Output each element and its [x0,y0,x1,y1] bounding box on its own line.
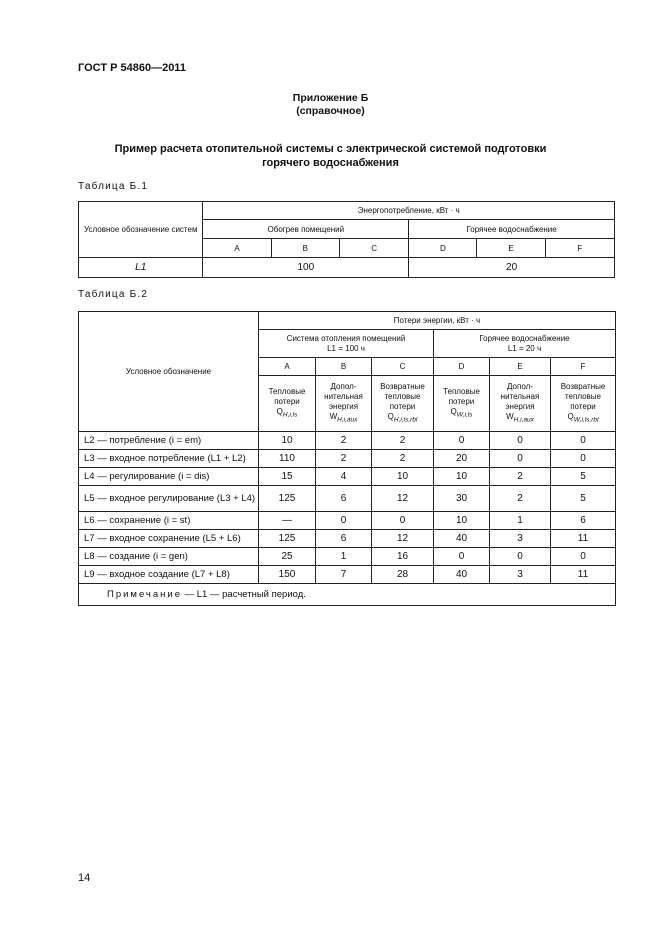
t2-cell-d: 10 [434,512,490,530]
t2-heating-system-period: L1 = 100 ч [327,343,365,353]
t1-system-header: Условное обозначение систем [79,202,203,258]
annex-heading [0,92,661,118]
t2-cell-e: 1 [490,512,551,530]
t2-cell-f: 0 [551,548,616,566]
t1-energy-header: Энергопотребление, кВт · ч [203,202,615,220]
t2-col-desc-e-line1: Допол- [507,381,533,391]
t2-cell-b: 2 [316,432,372,450]
t2-cell-d: 40 [434,566,490,584]
document-header: ГОСТ Р 54860—2011 [78,62,186,74]
t2-cell-e: 2 [490,468,551,486]
table-row [79,566,616,584]
t2-cell-c: 0 [372,512,434,530]
t2-row-label: L7 — входное сохранение (L5 + L6) [79,530,259,548]
t2-symbol-subscript: H,i,ls [282,411,298,419]
t2-col-desc-b [316,376,372,432]
t2-col-desc-f [551,376,616,432]
t2-hotwater-title: Горячее водоснабжение [479,333,570,343]
t2-cell-b: 2 [316,450,372,468]
t2-col-desc-f-line1: Возвратные [560,381,606,391]
t2-cell-a: 110 [259,450,316,468]
t2-cell-c: 12 [372,486,434,512]
t2-cell-f: 0 [551,450,616,468]
t2-cell-a: 25 [259,548,316,566]
t2-col-a: A [259,358,316,376]
t2-row-label: L5 — входное регулирование (L3 + L4) [79,486,259,512]
t2-symbol-letter: Q [276,406,283,416]
t2-row-label: L3 — входное потребление (L1 + L2) [79,450,259,468]
t2-col-desc-e-line2: нительная [500,391,540,401]
t2-cell-b: 4 [316,468,372,486]
t2-cell-d: 0 [434,548,490,566]
t2-cell-c: 28 [372,566,434,584]
t2-cell-d: 10 [434,468,490,486]
t2-symbol-letter: Q [450,406,457,416]
t2-hotwater-header [434,330,616,358]
t2-cell-a: 125 [259,486,316,512]
t2-cell-f: 11 [551,530,616,548]
t2-cell-c: 2 [372,450,434,468]
t2-note-text: — L1 — расчетный период. [182,588,306,600]
t2-cell-b: 7 [316,566,372,584]
t2-col-e: E [490,358,551,376]
document-title [0,142,661,170]
t2-losses-header: Потери энергии, кВт · ч [259,312,616,330]
title-line-2: горячего водоснабжения [262,157,399,169]
t2-col-desc-b-line3: энергия [328,401,359,411]
table-row [79,530,616,548]
t2-col-c: C [372,358,434,376]
t2-cell-e: 0 [490,450,551,468]
t2-symbol-letter: Q [387,411,394,421]
t2-col-symbol-c [374,412,431,426]
t2-cell-d: 20 [434,450,490,468]
t2-cell-d: 0 [434,432,490,450]
t2-hotwater-period: L1 = 20 ч [507,343,542,353]
t1-hotwater-value: 20 [409,258,615,278]
t2-symbol-subscript: W,i,ls,rbl [573,416,599,424]
table-row [79,450,616,468]
t2-cell-d: 40 [434,530,490,548]
annex-type: (справочное) [296,105,365,117]
t2-col-symbol-f [553,412,613,426]
t2-row-label: L8 — создание (i = gen) [79,548,259,566]
t2-cell-e: 0 [490,432,551,450]
t1-col-b: B [271,239,339,258]
t2-cell-b: 6 [316,486,372,512]
t2-cell-f: 5 [551,468,616,486]
table2-caption: Таблица Б.2 [78,289,149,300]
table-b1 [78,201,615,278]
t2-cell-f: 6 [551,512,616,530]
t2-symbol-subscript: W,i,ls [456,411,473,419]
t2-cell-a: — [259,512,316,530]
t2-col-desc-f-line3: потери [570,401,596,411]
t2-symbol-subscript: H,i,ls,rbl [393,416,418,424]
annex-title: Приложение Б [292,92,369,104]
t2-col-desc-a [259,376,316,432]
t2-cell-b: 1 [316,548,372,566]
t2-row-label: L9 — входное создание (L7 + L8) [79,566,259,584]
t2-cell-b: 6 [316,530,372,548]
table-row [79,548,616,566]
t1-col-d: D [409,239,477,258]
t2-col-desc-a-line2: потери [274,396,300,406]
t2-note [79,584,616,606]
t2-col-desc-c-line1: Возвратные [380,381,425,391]
t2-row-label: L2 — потребление (i = em) [79,432,259,450]
t2-col-desc-c-line2: тепловые [384,391,421,401]
t2-row-label: L6 — сохранение (i = st) [79,512,259,530]
t2-cell-a: 125 [259,530,316,548]
table-row [79,512,616,530]
t2-col-desc-d-line2: потери [448,396,475,406]
t2-col-symbol-b [318,412,369,426]
table-row [79,468,616,486]
t2-cell-c: 12 [372,530,434,548]
t2-col-desc-b-line1: Допол- [330,381,357,391]
t2-cell-f: 0 [551,432,616,450]
table-b2 [78,311,616,606]
t2-cell-a: 15 [259,468,316,486]
t2-col-f: F [551,358,616,376]
t2-symbol-subscript: H,i,aux [337,416,358,424]
t2-cell-e: 3 [490,566,551,584]
t2-cell-e: 0 [490,548,551,566]
t2-cell-a: 10 [259,432,316,450]
t1-col-a: A [203,239,271,258]
t2-col-desc-d-line1: Тепловые [443,386,480,396]
t2-heating-system-header [259,330,434,358]
t2-symbol-letter: W [329,411,338,421]
t2-col-desc-f-line2: тепловые [564,391,601,401]
t2-col-symbol-d [436,407,487,421]
t2-designation-header: Условное обозначение [79,312,259,432]
t1-heating-value: 100 [203,258,409,278]
title-line-1: Пример расчета отопительной системы с электрической системой подготовки [114,143,547,155]
t2-col-desc-d [434,376,490,432]
t2-col-d: D [434,358,490,376]
t2-symbol-subscript: H,i,aux [513,416,534,424]
t2-note-label: Примечание [107,588,182,600]
t2-cell-c: 10 [372,468,434,486]
t2-col-b: B [316,358,372,376]
t2-cell-e: 3 [490,530,551,548]
t2-symbol-letter: Q [567,411,574,421]
t1-heating-header: Обогрев помещений [203,220,409,239]
t1-col-e: E [477,239,545,258]
t2-symbol-letter: W [506,411,514,421]
t2-cell-c: 16 [372,548,434,566]
t2-col-desc-a-line1: Тепловые [268,386,306,396]
table-row [79,432,616,450]
t1-row-label: L1 [79,258,203,278]
table1-caption: Таблица Б.1 [78,181,149,192]
t1-hotwater-header: Горячее водоснабжение [409,220,615,239]
t2-col-desc-e [490,376,551,432]
t1-col-f: F [545,239,614,258]
t2-cell-a: 150 [259,566,316,584]
t2-col-desc-c-line3: потери [389,401,416,411]
page-number: 14 [78,872,91,884]
t2-cell-e: 2 [490,486,551,512]
t2-heating-system-title: Система отопления помещений [286,333,406,343]
t2-col-symbol-a [261,407,313,421]
t2-row-label: L4 — регулирование (i = dis) [79,468,259,486]
t2-col-desc-e-line3: энергия [505,401,535,411]
t1-col-c: C [339,239,408,258]
t2-col-symbol-e [492,412,548,426]
t2-cell-f: 11 [551,566,616,584]
t2-col-desc-b-line2: нительная [324,391,363,401]
t2-cell-b: 0 [316,512,372,530]
t2-col-desc-c [372,376,434,432]
table-row [79,486,616,512]
t2-cell-c: 2 [372,432,434,450]
t2-cell-f: 5 [551,486,616,512]
t2-cell-d: 30 [434,486,490,512]
